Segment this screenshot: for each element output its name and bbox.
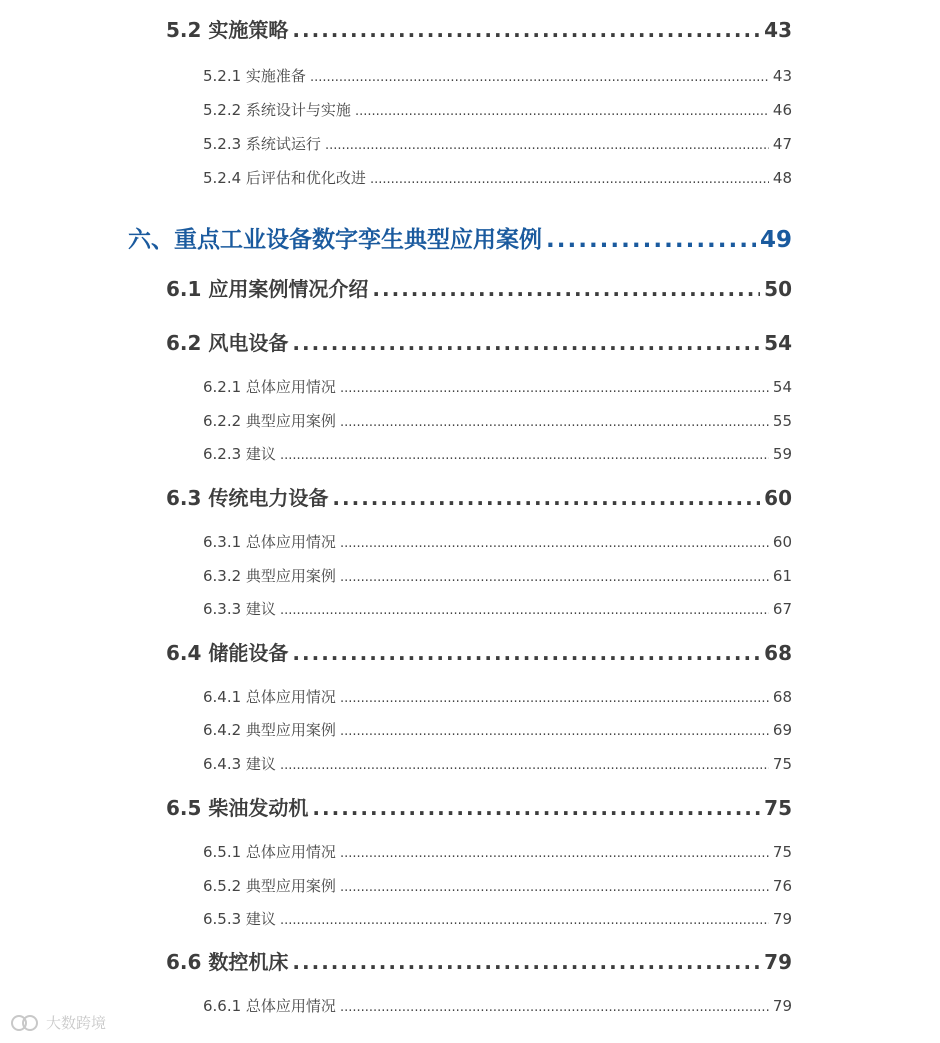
toc-entry-page: 60	[764, 486, 792, 510]
dot-leader	[340, 570, 769, 585]
toc-entry[interactable]	[203, 598, 792, 619]
toc-entry-page: 61	[772, 567, 792, 585]
toc-entry-title: 5.2.3 系统试运行	[203, 135, 321, 153]
toc-entry-page: 54	[772, 378, 792, 396]
dot-leader	[280, 758, 769, 773]
toc-entry-title: 6.2 风电设备	[166, 331, 289, 355]
toc-entry-page: 50	[764, 277, 792, 301]
toc-entry[interactable]	[166, 14, 792, 43]
toc-entry-title: 6.3.2 典型应用案例	[203, 567, 336, 585]
dot-leader	[340, 536, 769, 551]
toc-entry-page: 60	[772, 533, 792, 551]
toc-entry-title: 6.4.1 总体应用情况	[203, 688, 336, 706]
toc-entry-page: 76	[772, 877, 792, 895]
toc-entry-page: 67	[772, 600, 792, 618]
toc-entry-page: 75	[764, 796, 792, 820]
toc-entry-page: 46	[772, 101, 792, 119]
toc-entry-page: 55	[772, 412, 792, 430]
toc-entry-page: 79	[764, 950, 792, 974]
dot-leader	[280, 448, 769, 463]
dot-leader	[340, 724, 769, 739]
dot-leader	[292, 641, 760, 665]
dot-leader	[310, 70, 769, 85]
toc-entry-title: 6.2.3 建议	[203, 445, 276, 463]
toc-entry[interactable]	[203, 531, 792, 552]
toc-entry-chapter[interactable]	[128, 221, 792, 254]
toc-entry-title: 6.4 储能设备	[166, 641, 289, 665]
toc-entry[interactable]	[203, 841, 792, 862]
toc-entry-page: 75	[772, 843, 792, 861]
toc-entry[interactable]	[203, 753, 792, 774]
toc-entry-title: 6.6.1 总体应用情况	[203, 997, 336, 1015]
dot-leader	[292, 331, 760, 355]
dot-leader	[340, 415, 769, 430]
dot-leader	[280, 913, 769, 928]
watermark	[10, 1012, 106, 1033]
toc-entry-title: 6.2.2 典型应用案例	[203, 412, 336, 430]
dot-leader	[546, 227, 756, 253]
toc-entry-title: 5.2 实施策略	[166, 18, 289, 42]
dot-leader	[340, 880, 769, 895]
toc-entry[interactable]	[203, 719, 792, 740]
dot-leader	[332, 486, 760, 510]
toc-entry[interactable]	[166, 792, 792, 821]
toc-entry-page: 75	[772, 755, 792, 773]
toc-entry-title: 6.3.1 总体应用情况	[203, 533, 336, 551]
watermark-text: 大数跨境	[46, 1014, 107, 1032]
toc-entry[interactable]	[203, 167, 792, 188]
toc-entry[interactable]	[203, 133, 792, 154]
toc-entry-title: 6.3 传统电力设备	[166, 486, 329, 510]
dot-leader	[325, 138, 769, 153]
toc-entry[interactable]	[203, 565, 792, 586]
toc-entry-page: 49	[759, 227, 792, 253]
dot-leader	[355, 104, 769, 119]
toc-entry-page: 69	[772, 721, 792, 739]
toc-entry[interactable]	[166, 273, 792, 302]
toc-entry-page: 68	[772, 688, 792, 706]
toc-entry-title: 6.5.3 建议	[203, 910, 276, 928]
toc-entry[interactable]	[203, 410, 792, 431]
dot-leader	[372, 277, 760, 301]
toc-entry-page: 79	[772, 997, 792, 1015]
toc-entry[interactable]	[203, 443, 792, 464]
dot-leader	[370, 172, 769, 187]
toc-entry-title: 5.2.1 实施准备	[203, 67, 306, 85]
toc-entry[interactable]	[166, 327, 792, 356]
toc-entry-title: 6.5.2 典型应用案例	[203, 877, 336, 895]
dot-leader	[340, 381, 769, 396]
dot-leader	[312, 796, 760, 820]
dot-leader	[340, 691, 769, 706]
toc-entry[interactable]	[203, 908, 792, 929]
toc-entry[interactable]	[166, 482, 792, 511]
toc-entry-page: 79	[772, 910, 792, 928]
toc-entry-page: 43	[764, 18, 792, 42]
toc-entry-title: 5.2.4 后评估和优化改进	[203, 169, 366, 187]
dot-leader	[292, 18, 760, 42]
toc-entry-title: 6.3.3 建议	[203, 600, 276, 618]
dot-leader	[340, 846, 769, 861]
toc-entry[interactable]	[166, 946, 792, 975]
toc-entry-title: 5.2.2 系统设计与实施	[203, 101, 351, 119]
toc-entry[interactable]	[203, 686, 792, 707]
toc-entry-page: 43	[772, 67, 792, 85]
toc-entry-page: 48	[772, 169, 792, 187]
toc-entry-page: 47	[772, 135, 792, 153]
dot-leader	[292, 950, 760, 974]
toc-entry-title: 6.2.1 总体应用情况	[203, 378, 336, 396]
toc-entry-page: 59	[772, 445, 792, 463]
toc-entry[interactable]	[203, 99, 792, 120]
logo-icon	[10, 1013, 40, 1033]
toc-entry-page: 54	[764, 331, 792, 355]
toc-entry-title: 6.1 应用案例情况介绍	[166, 277, 369, 301]
toc-entry-title: 6.4.3 建议	[203, 755, 276, 773]
toc-entry-page: 68	[764, 641, 792, 665]
toc-entry-title: 六、重点工业设备数字孪生典型应用案例	[128, 227, 542, 253]
toc-entry[interactable]	[203, 65, 792, 86]
dot-leader	[340, 1000, 769, 1015]
toc-entry-title: 6.5 柴油发动机	[166, 796, 309, 820]
toc-entry-title: 6.5.1 总体应用情况	[203, 843, 336, 861]
toc-entry[interactable]	[203, 376, 792, 397]
toc-entry[interactable]	[203, 875, 792, 896]
toc-entry-title: 6.4.2 典型应用案例	[203, 721, 336, 739]
toc-entry[interactable]	[203, 995, 792, 1016]
toc-entry[interactable]	[166, 637, 792, 666]
dot-leader	[280, 603, 769, 618]
toc-entry-title: 6.6 数控机床	[166, 950, 289, 974]
